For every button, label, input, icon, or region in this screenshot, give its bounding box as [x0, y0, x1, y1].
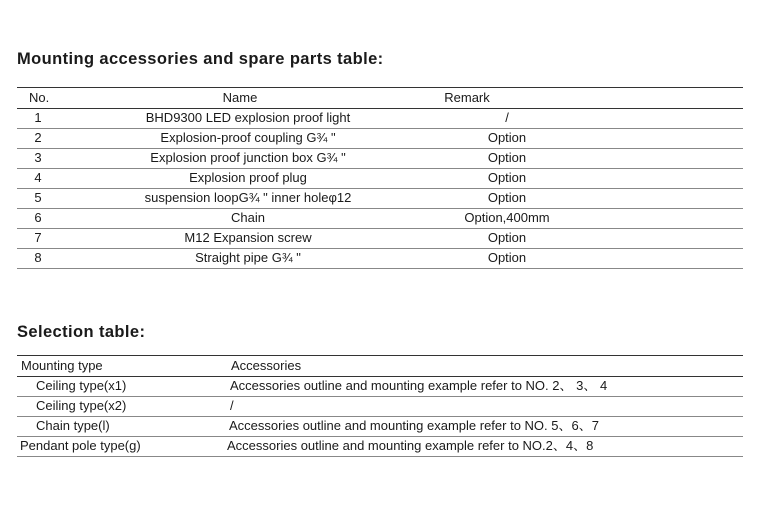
- row-no: 7: [34, 230, 42, 245]
- table-row: [17, 248, 743, 268]
- header-remark: Remark: [444, 90, 490, 105]
- row-no: 5: [34, 190, 42, 205]
- row-name: Straight pipe G¾ ": [195, 250, 301, 265]
- row-no: 6: [34, 210, 42, 225]
- table-row: [17, 376, 743, 396]
- table-row: [17, 148, 743, 168]
- header-name: Name: [222, 90, 258, 105]
- row-rule: [17, 268, 743, 269]
- table-row: [17, 436, 743, 456]
- row-mounting-type: Ceiling type(x2): [36, 398, 127, 413]
- table-row: [17, 208, 743, 228]
- row-no: 4: [34, 170, 42, 185]
- row-no: 2: [34, 130, 42, 145]
- row-accessories: Accessories outline and mounting example refer to NO.2、4、8: [227, 438, 594, 453]
- header-mounting-type: Mounting type: [21, 358, 103, 373]
- row-accessories: Accessories outline and mounting example refer to NO. 5、6、7: [229, 418, 599, 433]
- row-name: Chain: [231, 210, 265, 225]
- row-remark: Option: [487, 250, 527, 265]
- parts-table-title: Mounting accessories and spare parts table:: [17, 50, 384, 68]
- row-mounting-type: Chain type(l): [36, 418, 110, 433]
- table-row: [17, 396, 743, 416]
- table-row: [17, 108, 743, 128]
- table-header-row: [17, 88, 743, 108]
- table-row: [17, 228, 743, 248]
- row-no: 3: [34, 150, 42, 165]
- row-remark: Option,400mm: [464, 210, 550, 225]
- table-row: [17, 168, 743, 188]
- header-accessories: Accessories: [231, 358, 302, 373]
- row-remark: Option: [487, 150, 527, 165]
- row-remark: Option: [487, 190, 527, 205]
- row-accessories: /: [230, 398, 234, 413]
- row-no: 8: [34, 250, 42, 265]
- selection-table-title: Selection table:: [17, 323, 146, 341]
- table-header-row: [17, 356, 743, 376]
- row-name: Explosion proof junction box G¾ ": [150, 150, 346, 165]
- row-name: Explosion-proof coupling G¾ ": [160, 130, 336, 145]
- row-accessories: Accessories outline and mounting example refer to NO. 2、 3、 4: [230, 378, 608, 393]
- row-no: 1: [34, 110, 42, 125]
- row-rule: [17, 456, 743, 457]
- row-name: BHD9300 LED explosion proof light: [145, 110, 351, 125]
- row-mounting-type: Pendant pole type(g): [20, 438, 141, 453]
- row-remark: Option: [487, 130, 527, 145]
- header-no: No.: [29, 90, 50, 105]
- table-row: [17, 416, 743, 436]
- row-remark: Option: [487, 230, 527, 245]
- row-name: suspension loopG¾ " inner holeφ12: [144, 190, 352, 205]
- row-mounting-type: Ceiling type(x1): [36, 378, 127, 393]
- row-remark: /: [505, 110, 509, 125]
- table-row: [17, 188, 743, 208]
- table-row: [17, 128, 743, 148]
- row-name: Explosion proof plug: [189, 170, 307, 185]
- row-name: M12 Expansion screw: [184, 230, 312, 245]
- row-remark: Option: [487, 170, 527, 185]
